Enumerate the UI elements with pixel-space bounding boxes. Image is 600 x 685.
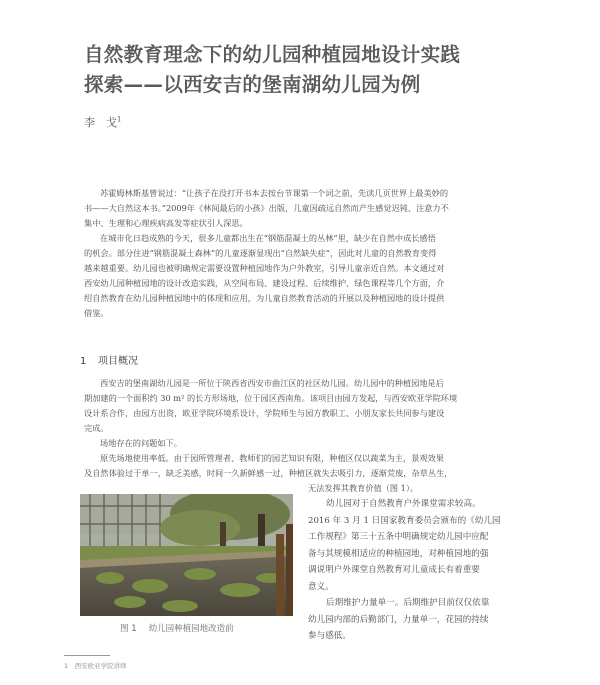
- intro-line: 集中、生理和心理疾病高发等症状引人深思。: [84, 218, 248, 228]
- right-col-line: 参与感低。: [308, 631, 351, 641]
- garden-photo-illustration: [80, 494, 293, 616]
- overview-line: 及自然体验过于单一，缺乏美感，时间一久新鲜感一过，种植区就失去吸引力，逐渐荒废，杂草丛生，: [84, 468, 453, 478]
- right-col-line: 工作规程》第三十五条中明确规定幼儿园中应配: [308, 532, 489, 542]
- intro-line: 西安幼儿园种植园地的设计改造实践，从空间布局、建设过程、后续维护、绿色课程等几个方面，介: [84, 278, 445, 288]
- intro-line: 越来越重要。幼儿园也被明确规定需要设置种植园地作为户外教室，引导儿童亲近自然。本文通过对: [84, 263, 445, 273]
- right-col-line: 调说明户外课堂自然教育对儿童成长有着重要: [308, 565, 480, 575]
- article-title: [84, 40, 584, 100]
- figure-caption: [120, 622, 234, 634]
- right-col-line: 意义。: [308, 581, 334, 592]
- right-col-line: 后期维护力量单一。后期维护目前仅仅依靠: [326, 598, 490, 608]
- right-column-text: [308, 496, 501, 645]
- intro-line: 绍自然教育在幼儿园种植园地中的体现和应用，为儿童自然教育活动的开展以及种植园地的设计提供: [84, 293, 445, 303]
- figure-number: 图 1: [120, 624, 137, 634]
- right-col-line: 幼儿园内部的后勤部门，力量单一，花园的持续: [308, 614, 489, 625]
- section-number: 1: [80, 356, 87, 367]
- intro-line: 苏霍姆林斯基曾说过：“让孩子在没打开书本去按台节课第一个词之前，先读几页世界上最美妙的: [100, 188, 449, 198]
- intro-line: 借鉴。: [84, 308, 109, 318]
- footnote: 1 西安欧亚学院讲师: [64, 662, 127, 670]
- author: [84, 114, 121, 130]
- title-line-2: 探索——以西安吉的堡南湖幼儿园为例: [84, 73, 421, 96]
- overview-paragraphs: [84, 376, 457, 481]
- intro-line: 在城市化日趋成熟的今天，很多儿童都出生在“钢筋混凝土的丛林”里，缺少在自然中成长感悟: [100, 233, 436, 243]
- intro-paragraphs: [84, 186, 449, 321]
- author-footnote-mark: 1: [117, 115, 122, 124]
- intro-line: 的机会。部分住进“钢筋混凝土森林”的儿童逐渐显现出“自然缺失症”，因此对儿童的自然教育变得: [84, 248, 437, 258]
- overview-line: 设计系合作，由园方出资，欧亚学院环境系设计，学院师生与园方教职工、小朋友家长共同参与建设: [84, 408, 445, 418]
- title-line-1: 自然教育理念下的幼儿园种植园地设计实践: [84, 43, 461, 66]
- overview-line: 期加建的一个面积约 30 m² 的长方形场地，位于园区西南角。该项目由园方发起，与西安欧亚学院环境: [84, 393, 458, 403]
- overview-line: 完成。: [84, 423, 109, 433]
- right-col-line: 备与其规模相适应的种植园地，对种植园地的强: [308, 548, 489, 559]
- right-col-line: 幼儿园对于自然教育户外课堂需求较高。: [326, 499, 481, 509]
- overview-line: 原先场地使用率低。由于园所管理者、教师们的园艺知识有限，种植区仅以蔬菜为主，景观效果: [100, 453, 444, 463]
- figure-photo: [80, 494, 293, 616]
- figure-caption-text: 幼儿园种植园地改造前: [148, 624, 234, 634]
- author-name: 李 戈: [84, 116, 117, 129]
- overview-line-continued: 无法发挥其教育价值（图 1）。: [308, 483, 419, 493]
- section-title: 项目概况: [98, 356, 138, 367]
- overview-line: 场地存在的问题如下。: [100, 438, 182, 448]
- intro-line: 书——大自然这本书。”2009年《林间最后的小孩》出版，儿童因疏远自然而产生感觉迟钝、注意力不: [84, 203, 449, 213]
- right-col-line: 2016 年 3 月 1 日国家教育委员会颁布的《幼儿园: [308, 515, 501, 526]
- footnote-divider: [64, 655, 110, 656]
- overview-line: 西安吉的堡南湖幼儿园是一所位于陕西省西安市曲江区的社区幼儿园。幼儿园中的种植园地是后: [100, 378, 444, 388]
- section-heading: [80, 352, 138, 367]
